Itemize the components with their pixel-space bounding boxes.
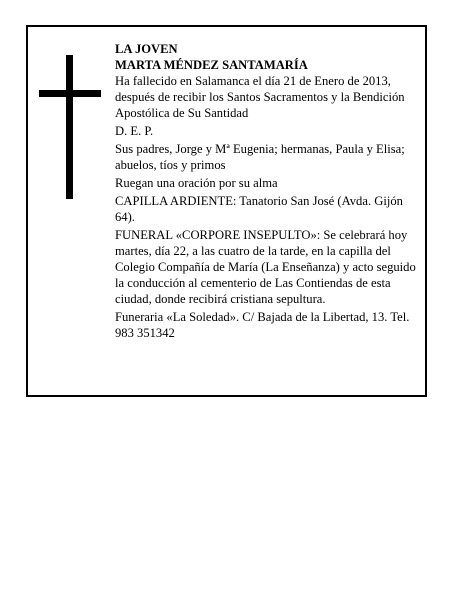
funeral-home-info: Funeraria «La Soledad». C/ Bajada de la Libertad, 13. Tel. 983 351342 [115, 310, 410, 340]
cross-horizontal-bar [39, 90, 101, 97]
notice-heading-title: LA JOVEN [115, 42, 178, 56]
cross-icon [39, 55, 101, 199]
chapel-info: CAPILLA ARDIENTE: Tanatorio San José (Avda. Gijón 64). [115, 194, 403, 224]
rest-in-peace: D. E. P. [115, 124, 154, 138]
family-members: Sus padres, Jorge y Mª Eugenia; hermanas, Paula y Elisa; abuelos, tíos y primos [115, 142, 405, 172]
prayer-request: Ruegan una oración por su alma [115, 176, 278, 190]
deceased-name: MARTA MÉNDEZ SANTAMARÍA [115, 58, 308, 72]
obituary-notice [26, 25, 427, 397]
funeral-info: FUNERAL «CORPORE INSEPULTO»: Se celebrará hoy martes, día 22, a las cuatro de la tarde, en la capilla del Colegio Compañía de María (La Enseñanza) y acto seguido la conducción al cementerio de Las Contiendas de esta ciudad, donde recibirá cristiana sepultura. [115, 228, 416, 306]
death-announcement: Ha fallecido en Salamanca el día 21 de Enero de 2013, después de recibir los Santos Sacramentos y la Bendición Apostólica de Su Santidad [115, 74, 405, 120]
notice-text [115, 41, 423, 343]
cross-vertical-bar [66, 55, 73, 199]
